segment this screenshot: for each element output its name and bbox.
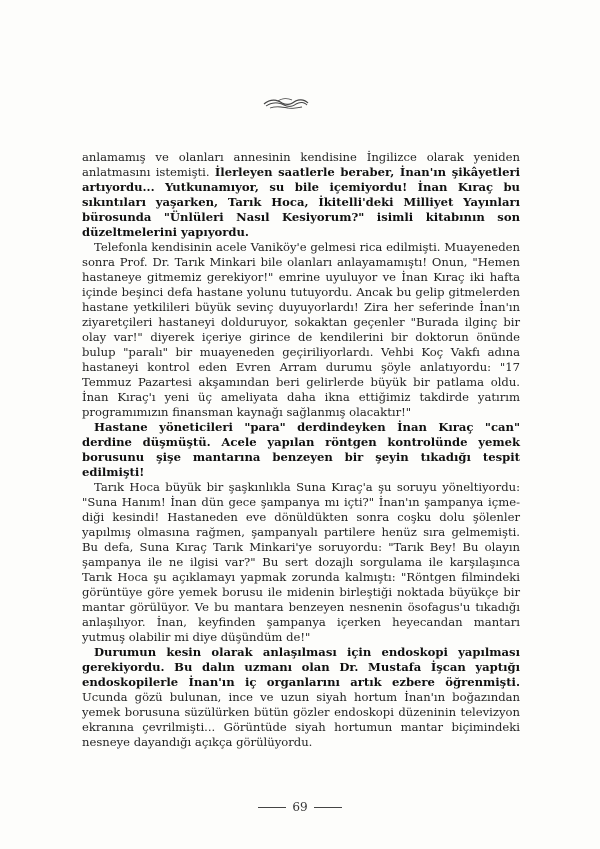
paragraph [82, 240, 520, 420]
paragraph [82, 150, 520, 240]
ornament-flourish-icon [262, 96, 310, 112]
paragraph [82, 645, 520, 750]
text-run: Telefonla kendisinin acele Vaniköy'e gelmesi rica edilmişti. Muayeneden sonra Prof. Dr. Tarık Minkari bile olanları anlayamamıştı! Onun, "Hemen hastaneye gitmemiz gerekiyor!" emrine uyuluyor ve İnan Kıraç iki hafta içinde beşinci defa hastane yolunu tutuyordu. Ancak bu gelip gitmelerden hastane yetkilileri büyük sevinç duyuyorlardı! Zira her seferinde İnan'ın ziyaretçileri hastaneyi dolduruyor, sokaktan geçenler "Burada ilginç bir olay var!" diyerek içeriye girince de kendilerini bir doktorun önünde bulup "paralı" bir muayeneden geçiriliyorlardı. Vehbi Koç Vakfı adına hastaneyi kontrol eden Evren Arram durumu şöyle anlatıyordu: "17 Temmuz Pazartesi akşamından beri gelirlerde büyük bir patlama oldu. İnan Kıraç'ı yeni üç ameliyata daha ikna ettiğimiz takdirde yatırım programımızın finansman kaynağı sağlanmış olacaktır!" [82, 240, 520, 419]
bold-text-run: Hastane yöneticileri "para" derdindeyken İnan Kıraç "can" derdine düşmüştü. Acele yapılan röntgen kontrolünde yemek borusunu şişe mantarına benzeyen bir şeyin tıkadığı tespit edilmişti! [82, 420, 520, 479]
text-run: anlamamış ve olanları annesinin kendisine İngilizce olarak yeniden anlatmasını istemişti. [82, 150, 520, 179]
paragraph [82, 420, 520, 480]
bold-text-run: Durumun kesin olarak anlaşılması için endoskopi yapılması gerekiyordu. Bu dalın uzmanı olan Dr. Mustafa İşcan yaptığı endoskopilerle İnan'ın iç organlarını artık ezbere öğrenmişti. [82, 645, 520, 689]
body-text [82, 150, 520, 750]
bold-text-run: İlerleyen saatlerle beraber, İnan'ın şikâyetleri artıyordu... Yutkunamıyor, su bile içemiyordu! İnan Kıraç bu sıkıntıları yaşarken, Tarık Hoca, İkitelli'deki Milliyet Yayınları bürosunda "Ünlüleri Nasıl Kesiyorum?" isimli kitabının son düzeltmelerini yapıyordu. [82, 165, 520, 239]
page-footer [0, 800, 600, 814]
page-number: 69 [292, 800, 308, 814]
text-run: Ucunda gözü bulunan, ince ve uzun siyah hortum İnan'ın boğazından yemek borusuna süzülürken bütün gözler endoskopi düzeninin televizyon ekranına çevrilmişti... Görüntüde siyah hortumun mantar biçimindeki nesneye dayandığı açıkça görülüyordu. [82, 690, 520, 749]
text-run: Tarık Hoca büyük bir şaşkınlıkla Suna Kıraç'a şu soruyu yöneltiyordu: "Suna Hanım! İnan dün gece şampanya mı içti?" İnan'ın şampanya içmediği kesindi! Hastaneden eve dönüldükten sonra coşku dolu şölenler yapılmış olmasına rağmen, şampanyalı partilere henüz sıra gelmemişti. Bu defa, Suna Kıraç Tarık Minkari'ye soruyordu: "Tarık Bey! Bu olayın şampanya ile ne ilgisi var?" Bu sert dozajlı sorgulama ile karşılaşınca Tarık Hoca şu açıklamayı yapmak zorunda kalmıştı: "Röntgen filmindeki görüntüye göre yemek borusu ile midenin birleştiği noktada büyükçe bir mantar görülüyor. Ve bu mantara benzeyen nesnenin ösofagus'u tıkadığı anlaşılıyor. İnan, keyfinden şampanya içerken heyecandan mantarı yutmuş olabilir mi diye düşündüm de!" [82, 480, 520, 644]
footer-dash-left [258, 807, 286, 808]
paragraph [82, 480, 520, 645]
footer-dash-right [314, 807, 342, 808]
